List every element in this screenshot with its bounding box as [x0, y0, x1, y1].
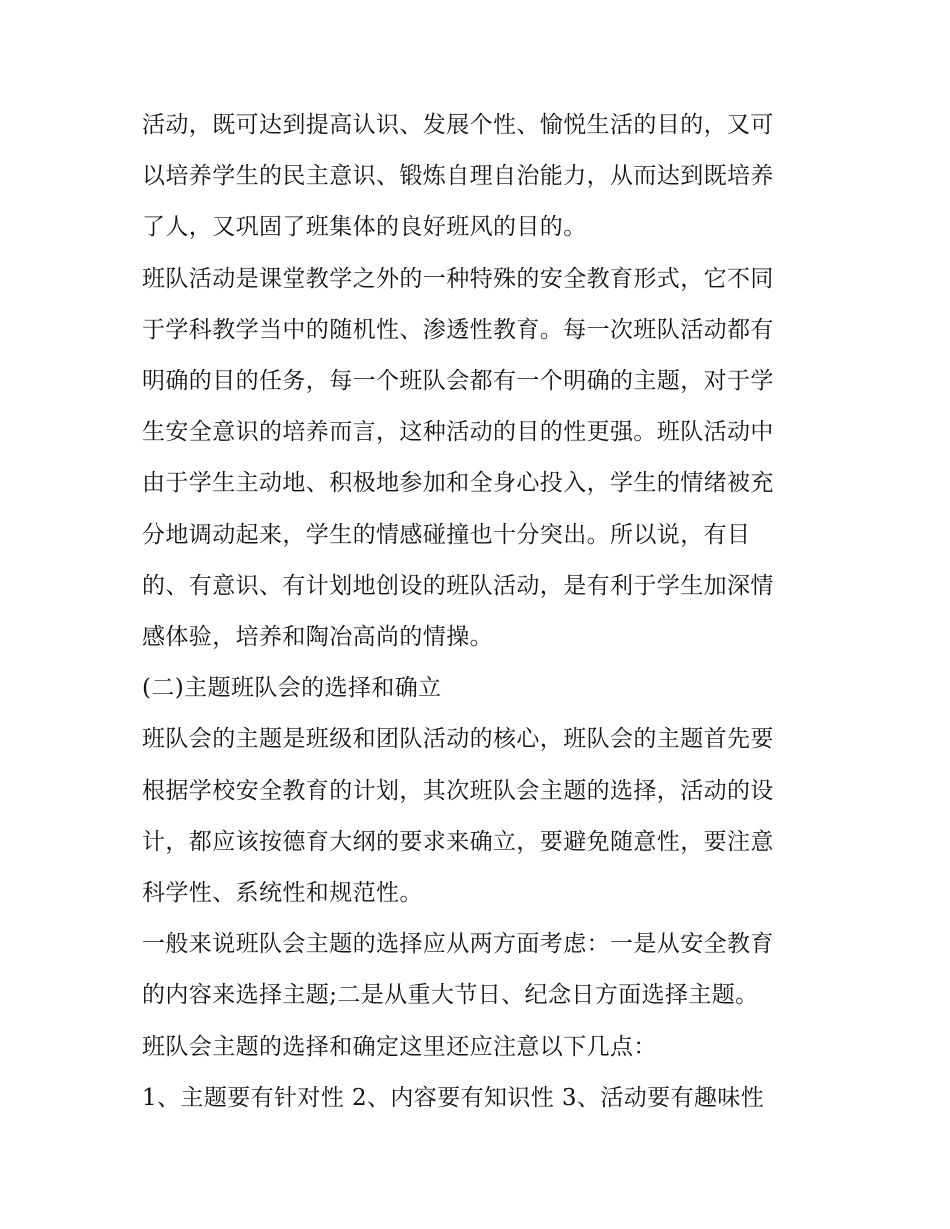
text-line: 以培养学生的民主意识、锻炼自理自治能力，从而达到既培养	[142, 163, 774, 190]
paragraph-theme-core	[142, 714, 814, 919]
paragraph-notes-intro	[142, 1022, 814, 1073]
text-line: 班队会主题的选择和确定这里还应注意以下几点：	[142, 1033, 657, 1060]
paragraph-class-activity-form	[142, 254, 814, 664]
text-line: 明确的目的任务，每一个班队会都有一个明确的主题，对于学	[142, 368, 774, 395]
text-line: 生安全意识的培养而言，这种活动的目的性更强。班队活动中	[142, 419, 774, 446]
paragraph-activity-purpose	[142, 100, 814, 254]
text-line: 分地调动起来，学生的情感碰撞也十分突出。所以说，有目	[142, 521, 751, 548]
text-line: 的、有意识、有计划地创设的班队活动，是有利于学生加深情	[142, 572, 774, 599]
text-line: 活动，既可达到提高认识、发展个性、愉悦生活的目的，又可	[142, 112, 774, 138]
text-line: 根据学校安全教育的计划，其次班队会主题的选择，活动的设	[142, 777, 774, 804]
heading-line: (二)主题班队会的选择和确立	[142, 675, 442, 702]
text-line: 感体验，培养和陶冶高尚的情操。	[142, 624, 493, 651]
text-line: 由于学生主动地、积极地参加和全身心投入，学生的情绪被充	[142, 470, 774, 497]
text-line: 一般来说班队会主题的选择应从两方面考虑：一是从安全教育	[142, 931, 774, 958]
text-line: 1、主题要有针对性 2、内容要有知识性 3、活动要有趣味性	[142, 1084, 765, 1111]
paragraph-theme-selection	[142, 919, 814, 1021]
text-line: 班队活动是课堂教学之外的一种特殊的安全教育形式，它不同	[142, 265, 774, 292]
text-line: 计，都应该按德育大纲的要求来确立，要避免随意性，要注意	[142, 828, 774, 855]
text-line: 科学性、系统性和规范性。	[142, 880, 423, 907]
text-line: 的内容来选择主题;二是从重大节日、纪念日方面选择主题。	[142, 982, 759, 1009]
section-heading	[142, 663, 814, 714]
document-body	[142, 100, 814, 1124]
paragraph-points-list	[142, 1073, 814, 1124]
text-line: 了人，又巩固了班集体的良好班风的目的。	[142, 214, 587, 241]
text-line: 于学科教学当中的随机性、渗透性教育。每一次班队活动都有	[142, 316, 774, 343]
text-line: 班队会的主题是班级和团队活动的核心，班队会的主题首先要	[142, 726, 774, 753]
